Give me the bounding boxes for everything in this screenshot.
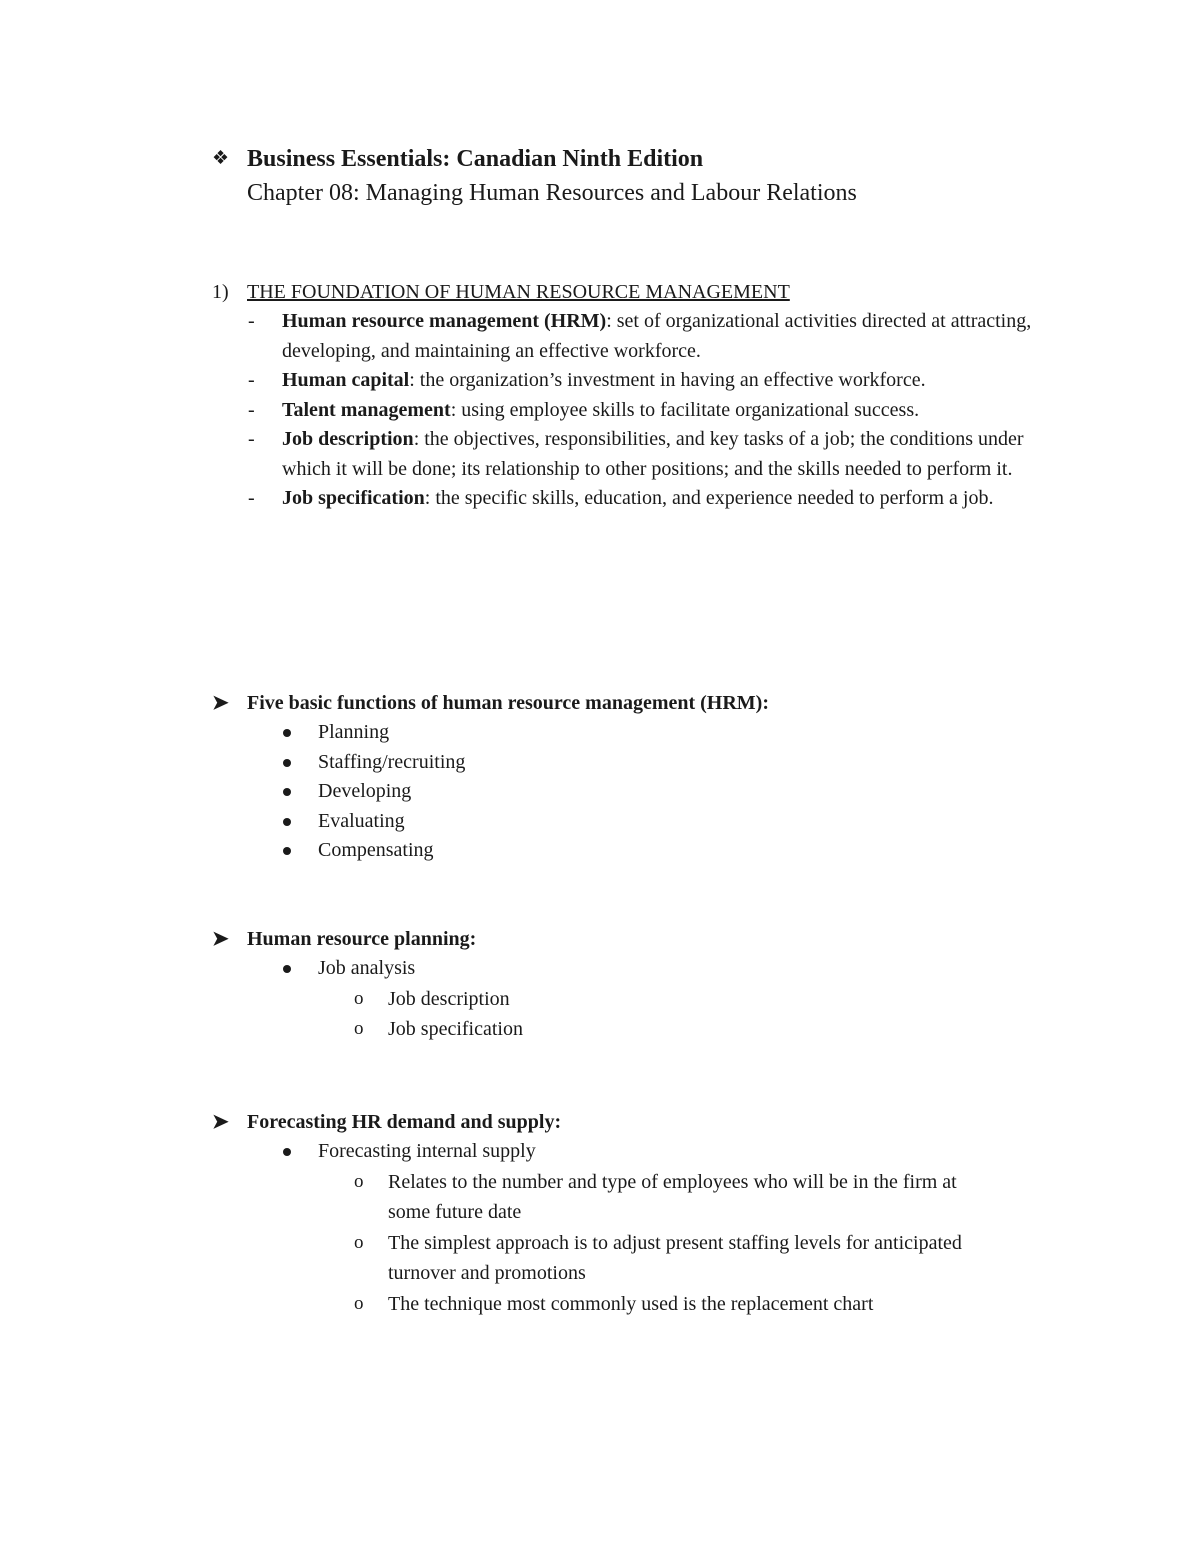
sub-item	[212, 1167, 1002, 1228]
definition-text: : the objectives, responsibilities, and key tasks of a job; the conditions under which it will be done; its relationship to other positions; and the skills needed to perform it.	[282, 428, 1024, 480]
arrowhead-icon: ➤	[212, 692, 229, 714]
circle-bullet-icon: o	[354, 1292, 364, 1314]
section-heading	[212, 277, 1032, 307]
definition-item	[212, 307, 1032, 366]
planning-title: Human resource planning:	[247, 928, 477, 950]
bullet-dot-icon	[283, 965, 291, 973]
function-label: Planning	[318, 721, 390, 743]
definition-item	[212, 484, 1032, 514]
definition-term: Human capital	[282, 369, 410, 391]
definition-item	[212, 366, 1032, 396]
diamond-dots-icon: ❖	[212, 148, 230, 169]
function-item	[212, 718, 1032, 748]
function-item	[212, 836, 1032, 866]
function-item	[212, 807, 1032, 837]
function-label: Compensating	[318, 839, 434, 861]
definition-term: Job description	[282, 428, 414, 450]
dash-marker: -	[248, 487, 255, 509]
definition-text: : using employee skills to facilitate organizational success.	[450, 398, 920, 421]
bullet-dot-icon	[283, 788, 291, 796]
functions-title: Five basic functions of human resource management (HRM):	[247, 692, 769, 714]
forecasting-item	[212, 1137, 1032, 1167]
sub-item	[212, 1014, 1032, 1045]
dash-marker: -	[248, 398, 255, 421]
definition-text: : the organization’s investment in having an effective workforce.	[409, 369, 926, 391]
section-planning	[212, 924, 1032, 1045]
planning-sub-list	[212, 984, 1032, 1045]
arrowhead-icon: ➤	[212, 1111, 229, 1133]
forecasting-list	[212, 1137, 1032, 1167]
forecasting-sub-list	[212, 1167, 1002, 1320]
definition-text: : the specific skills, education, and experience needed to perform a job.	[424, 487, 994, 509]
circle-bullet-icon: o	[354, 987, 364, 1009]
dash-marker: -	[248, 369, 255, 391]
definition-term: Talent management	[282, 398, 451, 421]
bullet-dot-icon	[283, 847, 291, 855]
sub-item-label: The technique most commonly used is the replacement chart	[388, 1292, 874, 1315]
planning-label: Job analysis	[318, 957, 416, 979]
bullet-dot-icon	[283, 1148, 291, 1156]
planning-list	[212, 954, 1032, 984]
sub-item-label: The simplest approach is to adjust present staffing levels for anticipated turnover and promotions	[388, 1231, 962, 1284]
definition-term: Job specification	[282, 487, 425, 509]
sub-item-label: Job description	[388, 987, 510, 1010]
sub-item-label: Relates to the number and type of employees who will be in the firm at some future date	[388, 1170, 957, 1223]
chapter-title: Chapter 08: Managing Human Resources and Labour Relations	[247, 180, 857, 206]
sub-item-label: Job specification	[388, 1018, 523, 1040]
function-label: Evaluating	[318, 809, 405, 832]
section-foundation	[212, 277, 1032, 514]
section-title: THE FOUNDATION OF HUMAN RESOURCE MANAGEMENT	[247, 281, 790, 303]
planning-item	[212, 954, 1032, 984]
forecasting-title: Forecasting HR demand and supply:	[247, 1111, 562, 1133]
sub-item	[212, 1228, 1002, 1289]
circle-bullet-icon: o	[354, 1231, 364, 1253]
section-functions	[212, 688, 1032, 866]
book-title: Business Essentials: Canadian Ninth Edition	[247, 146, 704, 172]
definition-text: : set of organizational activities directed at attracting, developing, and maintaining an effective workforce.	[282, 310, 1032, 362]
sub-item	[212, 1289, 1002, 1320]
bullet-dot-icon	[283, 759, 291, 767]
definition-item	[212, 396, 1032, 426]
section-number: 1)	[212, 281, 229, 303]
definition-item	[212, 425, 1032, 484]
forecasting-label: Forecasting internal supply	[318, 1140, 536, 1162]
circle-bullet-icon: o	[354, 1170, 364, 1192]
bullet-dot-icon	[283, 729, 291, 737]
function-item	[212, 748, 1032, 778]
definition-list	[212, 307, 1032, 514]
definition-term: Human resource management (HRM)	[282, 310, 607, 332]
bullet-dot-icon	[283, 818, 291, 826]
circle-bullet-icon: o	[354, 1018, 364, 1039]
function-label: Developing	[318, 780, 412, 802]
functions-list	[212, 718, 1032, 866]
dash-marker: -	[248, 428, 255, 450]
functions-heading	[212, 688, 1032, 718]
dash-marker: -	[248, 310, 255, 332]
planning-heading	[212, 924, 1032, 954]
section-forecasting	[212, 1107, 1032, 1319]
function-label: Staffing/recruiting	[318, 750, 466, 773]
forecasting-heading	[212, 1107, 1032, 1137]
function-item	[212, 777, 1032, 807]
arrowhead-icon: ➤	[212, 928, 229, 950]
sub-item	[212, 984, 1032, 1015]
